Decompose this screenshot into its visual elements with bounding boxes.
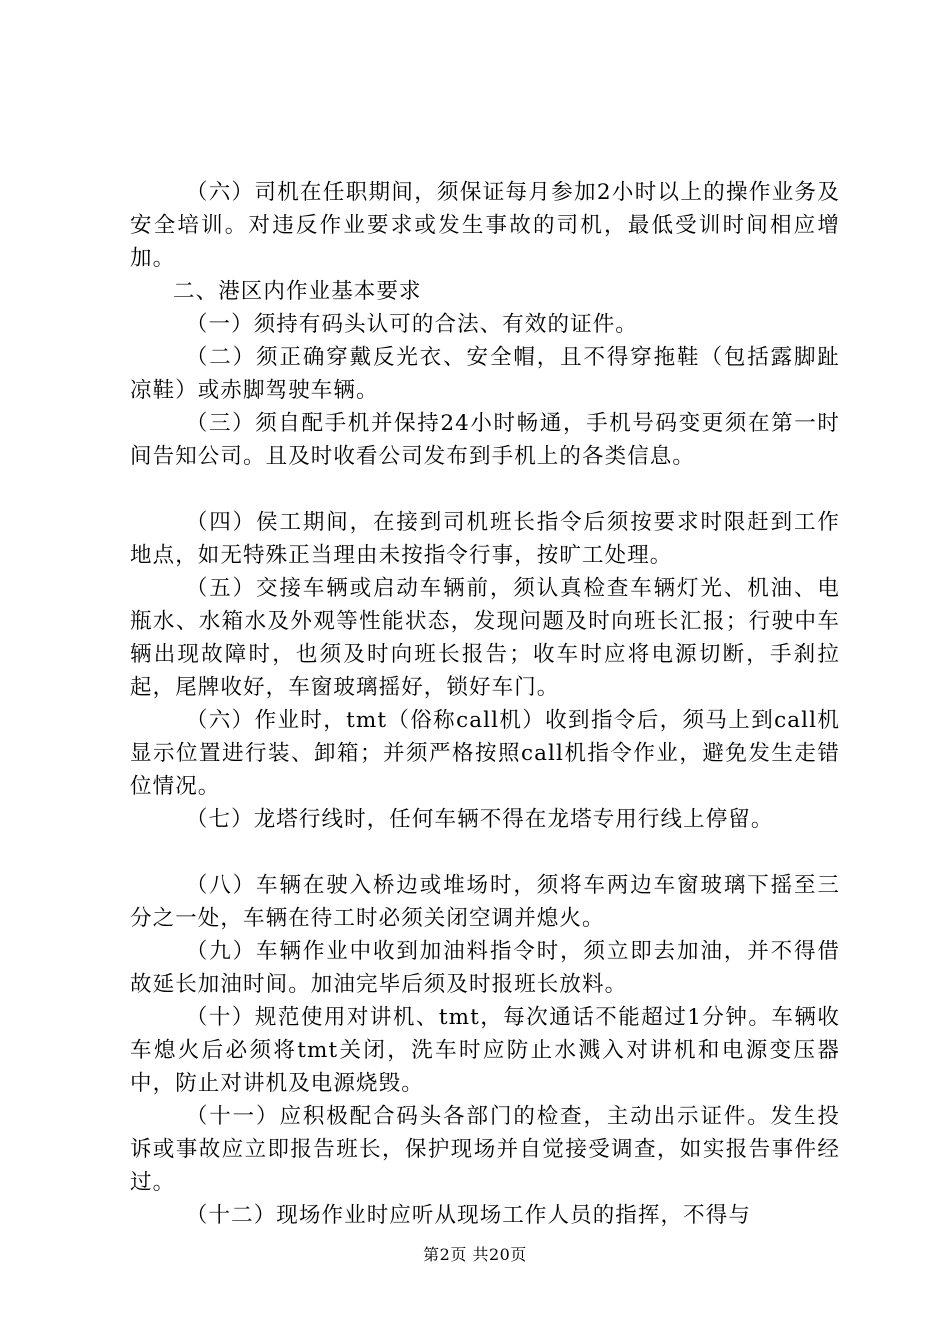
rule-8-window: （八）车辆在驶入桥边或堆场时，须将车两边车窗玻璃下摇至三分之一处，车辆在待工时必须关闭空调并熄火。 — [130, 873, 840, 931]
section-heading-two: 二、港区内作业基本要求 — [173, 279, 422, 304]
rule-10-radio: （十）规范使用对讲机、tmt，每次通话不能超过1分钟。车辆收车熄火后必须将tmt关闭，洗车时应防止水溅入对讲机和电源变压器中，防止对讲机及电源烧毁。 — [130, 1005, 840, 1096]
rule-4-standby: （四）侯工期间，在接到司机班长指令后须按要求时限赶到工作地点，如无特殊正当理由未按指令行事，按旷工处理。 — [130, 510, 840, 568]
rule-2-safety-gear: （二）须正确穿戴反光衣、安全帽，且不得穿拖鞋（包括露脚趾凉鞋）或赤脚驾驶车辆。 — [130, 345, 840, 403]
rule-6-call-device: （六）作业时，tmt（俗称call机）收到指令后，须马上到call机显示位置进行装、卸箱；并须严格按照call机指令作业，避免发生走错位情况。 — [130, 708, 840, 799]
page-number-footer: 第2页 共20页 — [423, 1245, 527, 1264]
rule-3-mobile-phone: （三）须自配手机并保持24小时畅通，手机号码变更须在第一时间告知公司。且及时收看公司发布到手机上的各类信息。 — [130, 411, 840, 469]
rule-5-vehicle-check: （五）交接车辆或启动车辆前，须认真检查车辆灯光、机油、电瓶水、水箱水及外观等性能状态，发现问题及时向班长汇报；行驶中车辆出现故障时，也须及时向班长报告；收车时应将电源切断，手刹拉起，尾牌收好，车窗玻璃摇好，锁好车门。 — [130, 576, 840, 700]
rule-11-inspection: （十一）应积极配合码头各部门的检查，主动出示证件。发生投诉或事故应立即报告班长，保护现场并自觉接受调查，如实报告事件经过。 — [130, 1104, 840, 1195]
rule-9-refuel: （九）车辆作业中收到加油料指令时，须立即去加油，并不得借故延长加油时间。加油完毕后须及时报班长放料。 — [130, 939, 840, 997]
document-body — [130, 176, 840, 1232]
rule-12-site-command: （十二）现场作业时应听从现场工作人员的指挥，不得与 — [185, 1203, 751, 1228]
rule-7-crane-lane: （七）龙塔行线时，任何车辆不得在龙塔专用行线上停留。 — [185, 807, 774, 832]
paragraph-six-training: （六）司机在任职期间，须保证每月参加2小时以上的操作业务及安全培训。对违反作业要求或发生事故的司机，最低受训时间相应增加。 — [130, 180, 840, 271]
rule-1-certificate: （一）须持有码头认可的合法、有效的证件。 — [185, 312, 638, 337]
